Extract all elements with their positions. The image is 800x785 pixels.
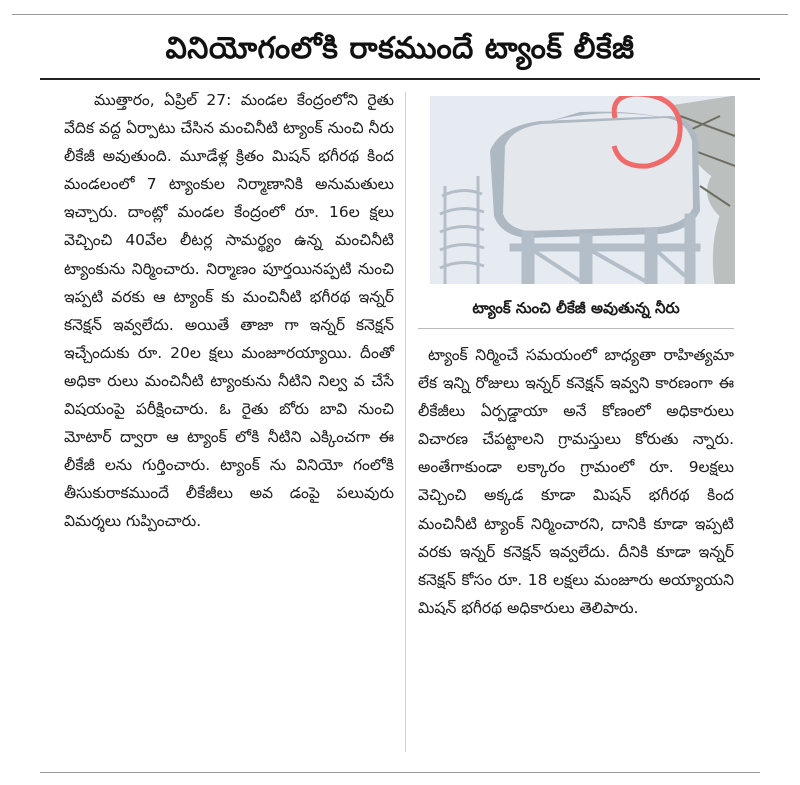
bottom-border (40, 772, 760, 773)
article-body-left-column: ముత్తారం, ఏప్రిల్ 27: మండల కేంద్రంలోని రైతు వేదిక వద్ద ఏర్పాటు చేసిన మంచినీటి ట్యాంక్ నుంచి నీరు లీకేజీ అవుతుంది. మూడేళ్ల క్రితం మిషన్ భగీరథ కింద మండలంలో 7 ట్యాంకుల నిర్మాణానికి అనుమతులు ఇచ్చారు. దాంట్లో మండల కేంద్రంలో రూ. 16ల క్షలు వెచ్చించి 40వేల లీటర్ల సామర్థ్యం ఉన్న మంచినీటి ట్యాంకును నిర్మించారు. నిర్మాణం పూర్తయినప్పటి నుంచి ఇప్పటి వరకు ఆ ట్యాంక్ కు మంచినీటి భగీరథ ఇన్నర్ కనెక్షన్ ఇవ్వలేదు. అయితే తాజా గా ఇన్నర్ కనెక్షన్ ఇచ్చేందుకు రూ. 20ల క్షలు మంజూరయ్యాయి. దీంతో అధికా రులు మంచినీటి ట్యాంకును నీటిని నిల్వ వ చేసే విషయంపై పరీక్షించారు. ఓ రైతు బోరు బావి నుంచి మోటార్ ద్వారా ఆ ట్యాంక్ లోకి నీటిని ఎక్కించగా ఈ లీకేజీ లను గుర్తించారు. ట్యాంక్ ను వినియో గంలోకి తీసుకురాకముందే లీకేజీలు అవ డంపై పలువురు విమర్శలు గుప్పించారు. (64, 91, 394, 531)
column-divider (405, 92, 406, 752)
water-tank-photo (430, 96, 735, 284)
headline-underline (40, 78, 760, 80)
article-headline: వినియోగంలోకి రాకముందే ట్యాంక్ లీకేజీ (165, 31, 635, 66)
top-border (12, 14, 788, 15)
article-body-right-column: ట్యాంక్ నిర్మించే సమయంలో బాధ్యతా రాహిత్యమా లేక ఇన్ని రోజులు ఇన్నర్ కనెక్షన్ ఇవ్వని కారణంగా ఈ లీకేజీలు ఏర్పడ్డాయా అనే కోణంలో అధికారులు విచారణ చేపట్టాలని గ్రామస్తులు కోరుతు న్నారు. అంతేగాకుండా లక్కారం గ్రామంలో రూ. 9లక్షలు వెచ్చించి అక్కడ కూడా మిషన్ భగీరథ కింద మంచినీటి ట్యాంక్ నిర్మించారని, దానికి కూడా ఇప్పటి వరకు ఇన్నర్ కనెక్షన్ ఇవ్వలేదు. దీనికి కూడా ఇన్నర్ కనెక్షన్ కోసం రూ. 18 లక్షలు మంజూరు అయ్యాయని మిషన్ భగీరథ అధికారులు తెలిపారు. (418, 346, 734, 617)
headline-container (40, 20, 760, 78)
water-tank-illustration (430, 96, 735, 284)
caption-divider (418, 328, 734, 329)
photo-caption: ట్యాంక్ నుంచి లీకేజీ అవుతున్న నీరు (472, 299, 680, 317)
